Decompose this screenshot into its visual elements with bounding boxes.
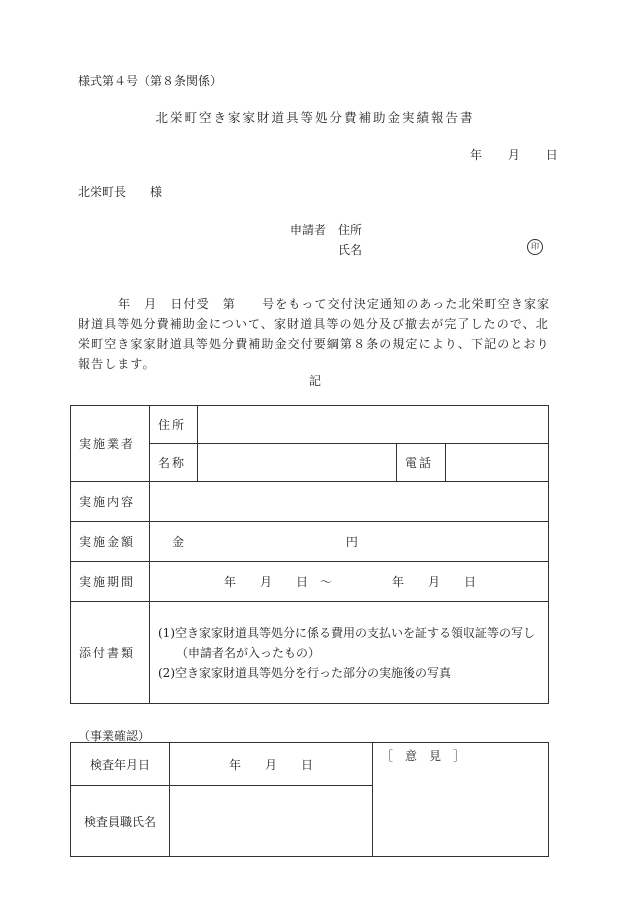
attachment-1-note: （申請者名が入ったもの） xyxy=(176,645,321,660)
report-date xyxy=(470,146,580,163)
contractor-address-label: 住所 xyxy=(150,406,198,444)
content-field[interactable] xyxy=(150,482,549,522)
attachments-label: 添付書類 xyxy=(71,602,150,704)
report-body xyxy=(78,294,554,374)
date-month: 月 xyxy=(507,148,520,162)
contractor-name-label: 名称 xyxy=(150,444,198,482)
date-day: 日 xyxy=(545,148,558,162)
opinion-field[interactable] xyxy=(373,743,549,857)
attachment-1: (1)空き家家財道具等処分に係る費用の支払いを証する領収証等の写し xyxy=(158,625,536,640)
content-label: 実施内容 xyxy=(71,482,150,522)
inspection-date-label: 検査年月日 xyxy=(71,743,170,786)
period-text: 年 月 日 ～ 年 月 日 xyxy=(224,575,477,589)
contractor-label: 実施業者 xyxy=(71,406,150,482)
opinion-label: ［ 意 見 ］ xyxy=(381,749,466,763)
ki-heading: 記 xyxy=(308,374,321,388)
confirmation-table xyxy=(70,742,549,857)
amount-suffix: 円 xyxy=(345,535,358,549)
inspection-date-field[interactable] xyxy=(170,743,373,786)
applicant-address-label: 住所 xyxy=(338,223,363,237)
body-text: 年 月 日付受 第 号をもって交付決定通知のあった北栄町空き家家財道具等処分費補助金について、家財道具等の処分及び撤去が完了したので、北栄町空き家家財道具等処分費補助金交付要綱第８条の規定により、下記のとおり報告します。 xyxy=(78,297,551,371)
phone-label: 電話 xyxy=(397,444,446,482)
report-table xyxy=(70,405,549,704)
attachment-2: (2)空き家家財道具等処分を行った部分の実施後の写真 xyxy=(158,665,452,680)
amount-field[interactable] xyxy=(150,522,549,562)
date-year: 年 xyxy=(470,148,483,162)
form-number: 様式第４号（第８条関係） xyxy=(78,74,223,88)
applicant-name-label: 氏名 xyxy=(338,243,363,257)
applicant-label: 申請者 xyxy=(290,223,327,237)
seal-mark: 印 xyxy=(527,239,543,255)
period-field[interactable] xyxy=(150,562,549,602)
attachments-field xyxy=(150,602,549,704)
contractor-name-field[interactable] xyxy=(198,444,397,482)
inspection-date-value: 年 月 日 xyxy=(228,757,313,772)
amount-prefix: 金 xyxy=(172,535,185,549)
confirmation-caption: （事業確認） xyxy=(78,729,151,743)
document-title: 北栄町空き家家財道具等処分費補助金実績報告書 xyxy=(155,110,475,125)
phone-field[interactable] xyxy=(446,444,549,482)
contractor-address-field[interactable] xyxy=(198,406,549,444)
period-label: 実施期間 xyxy=(71,562,150,602)
amount-label: 実施金額 xyxy=(71,522,150,562)
inspector-label: 検査員職氏名 xyxy=(71,786,170,857)
addressee: 北栄町長 様 xyxy=(78,185,163,199)
inspector-field[interactable] xyxy=(170,786,373,857)
